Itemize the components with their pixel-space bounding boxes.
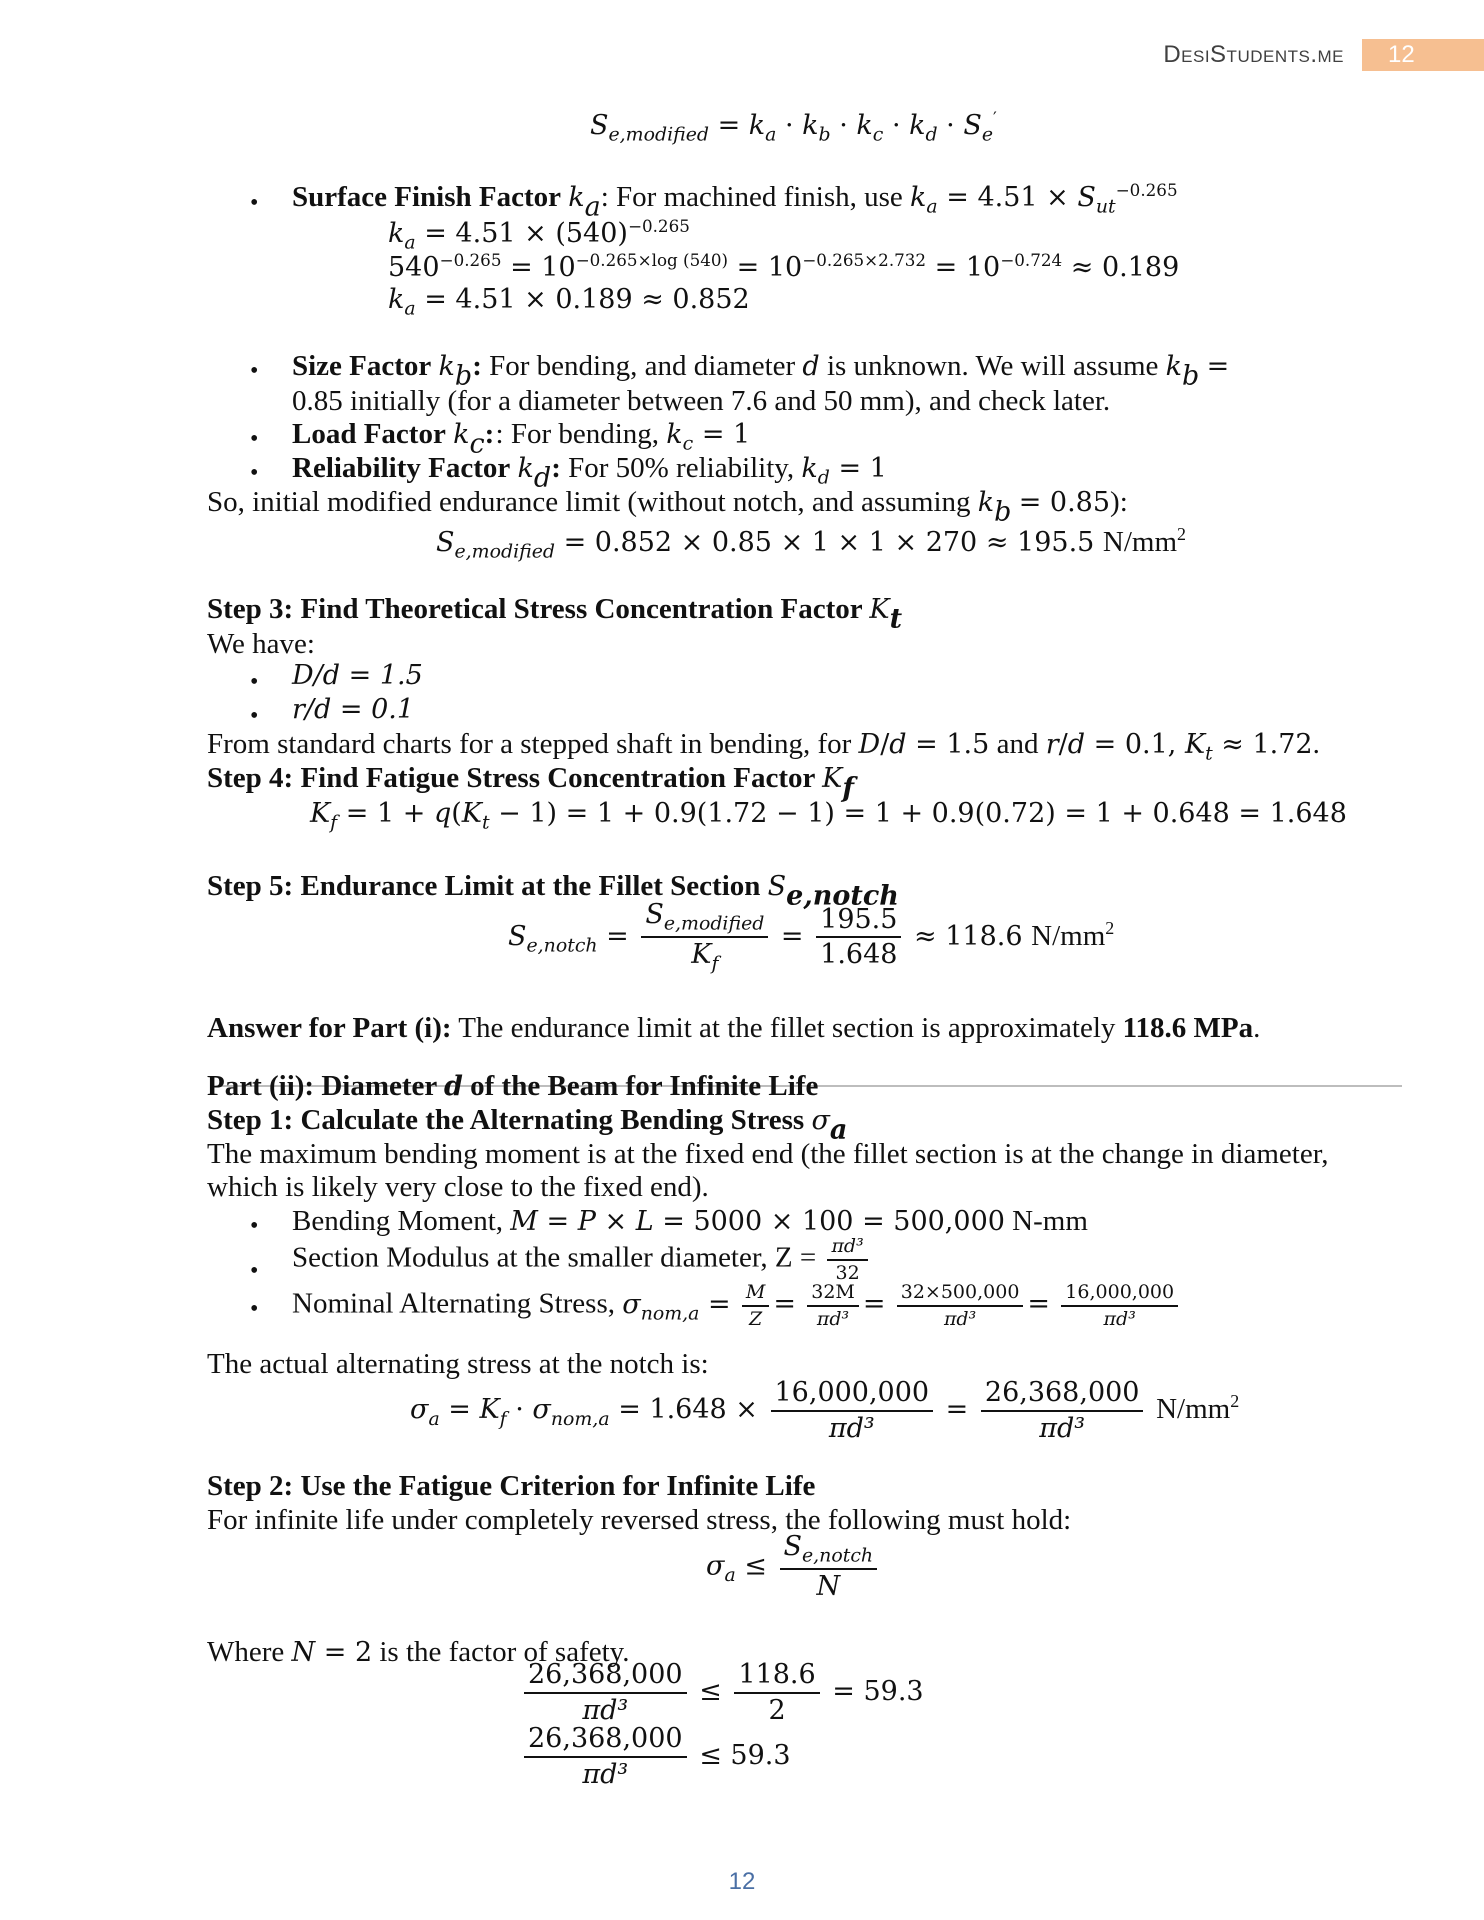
surface-finish-item: Surface Finish Factor $k_a$: For machined finish, use $k_a = 4.51 \times S_{ut}^{-0.265}$ — [292, 180, 1178, 223]
bullet-icon: • — [250, 1296, 259, 1322]
moment-paragraph-1: The maximum bending moment is at the fixed end (the fillet section is at the change in diameter, — [207, 1138, 1329, 1170]
initial-limit-text: So, initial modified endurance limit (without notch, and assuming $k_b = 0.85$): — [207, 486, 1128, 528]
equation-fatigue-criterion: $\sigma_a$ ≤ $\frac{S_{e,notch}}{N}$ — [706, 1532, 881, 1602]
surface-line-2: $540^{-0.265} = 10^{-0.265\times log (540)} = 10^{-0.265\times 2.732} = 10^{-0.724} \approx 0.189$ — [388, 250, 1180, 284]
reliability-factor-item: Reliability Factor $k_d$: For 50% reliability, $k_d = 1$ — [292, 452, 887, 494]
moment-paragraph-2: which is likely very close to the fixed end). — [207, 1171, 709, 1203]
nominal-stress-item: Nominal Alternating Stress, $\sigma_{nom,a}$ = $\frac{M}{Z}$ = $\frac{32M}{\text{πd³}}$ = $\frac{32\times 500,000}{\text{πd³}}$ = $\frac{16,000,000}{\text{πd³}}$ — [292, 1282, 1182, 1330]
inequality-1: $\frac{26,368,000}{\text{πd³}}$ ≤ $\frac{118.6}{2}$ = 59.3 — [520, 1660, 924, 1725]
ratio-r-d: r/d = 0.1 — [292, 694, 415, 725]
size-factor-line-2: 0.85 initially (for a diameter between 7.6 and 50 mm), and check later. — [292, 385, 1111, 417]
page-number-footer: 12 — [728, 1868, 756, 1895]
equation-actual-stress: $\sigma_a = K_f \cdot \sigma_{nom,a} = 1.648$ × $\frac{16,000,000}{\text{πd³}}$ = $\frac{26,368,000}{\text{πd³}}$ $N/mm^2$ — [410, 1377, 1240, 1444]
step2-heading: Step 2: Use the Fatigue Criterion for Infinite Life — [207, 1470, 816, 1502]
bullet-icon: • — [250, 1258, 259, 1284]
bullet-icon: • — [250, 426, 259, 452]
step4-heading: Step 4: Find Fatigue Stress Concentration Factor $K_f$ — [207, 762, 854, 804]
equation-kf: $K_f = 1 + q(K_t - 1) = 1 + 0.9(1.72 - 1) = 1 + 0.9(0.72) = 1 + 0.648 = 1.648$ — [310, 798, 1347, 834]
bullet-icon: • — [250, 190, 259, 216]
bullet-icon: • — [250, 358, 259, 384]
equation-se-notch: $S_{e,notch}$ = $\frac{S_{e,modified}}{K_f}$ = $\frac{195.5}{1.648}$ ≈ 118.6 $N/mm^2$ — [508, 899, 1115, 976]
bending-moment-item: Bending Moment, M = P × L = 5000 × 100 = 500,000 N-mm — [292, 1205, 1088, 1237]
bullet-icon: • — [250, 1213, 259, 1239]
section-modulus-item: Section Modulus at the smaller diameter, Z = $\frac{\text{πd³}}{32}$ — [292, 1236, 872, 1284]
factor-of-safety-text: Where N = 2 is the factor of safety. — [207, 1636, 630, 1668]
inequality-2: $\frac{26,368,000}{\text{πd³}}$ ≤ 59.3 — [520, 1724, 791, 1789]
surface-line-1: $k_a = 4.51 \times (540)^{-0.265}$ — [388, 216, 690, 254]
equation-modified-definition: $S_{e,modified} = k_a \cdot k_b \cdot k_c \cdot k_d \cdot S_e'$ — [590, 108, 997, 146]
part-ii-heading: Part (ii): Diameter d of the Beam for Infinite Life — [207, 1070, 819, 1102]
page-badge: 12 — [1362, 39, 1484, 71]
step1-heading: Step 1: Calculate the Alternating Bending Stress $\sigma_a$ — [207, 1104, 848, 1146]
page-header — [1163, 40, 1484, 70]
step5-heading: Step 5: Endurance Limit at the Fillet Section $S_{e,notch}$ — [207, 870, 899, 912]
site-name: DesiStudents.me — [1163, 41, 1344, 68]
we-have-text: We have: — [207, 628, 315, 660]
infinite-life-text: For infinite life under completely reversed stress, the following must hold: — [207, 1504, 1072, 1536]
from-charts-text: From standard charts for a stepped shaft in bending, for D/d = 1.5 and r/d = 0.1, $K_t \approx 1.72$. — [207, 728, 1320, 765]
step3-heading: Step 3: Find Theoretical Stress Concentration Factor $K_t$ — [207, 593, 903, 635]
load-factor-item: Load Factor $k_c$: : For bending, $k_c = 1$ — [292, 418, 751, 460]
bullet-icon: • — [250, 669, 259, 695]
size-factor-item: Size Factor $k_b$: For bending, and diameter d is unknown. We will assume $k_b$ = — [292, 350, 1230, 392]
bullet-icon: • — [250, 460, 259, 486]
surface-line-3: $k_a = 4.51 \times 0.189 \approx 0.852$ — [388, 284, 750, 320]
actual-stress-text: The actual alternating stress at the notch is: — [207, 1348, 709, 1380]
answer-part-i: Answer for Part (i): The endurance limit at the fillet section is approximately 118.6 MPa. — [207, 1012, 1261, 1044]
ratio-D-d: D/d = 1.5 — [292, 660, 423, 691]
equation-initial-limit: $S_{e,modified} = 0.852 \times 0.85 \times 1 \times 1 \times 270 \approx 195.5$ $N/mm^2$ — [436, 524, 1187, 563]
bullet-icon: • — [250, 703, 259, 729]
